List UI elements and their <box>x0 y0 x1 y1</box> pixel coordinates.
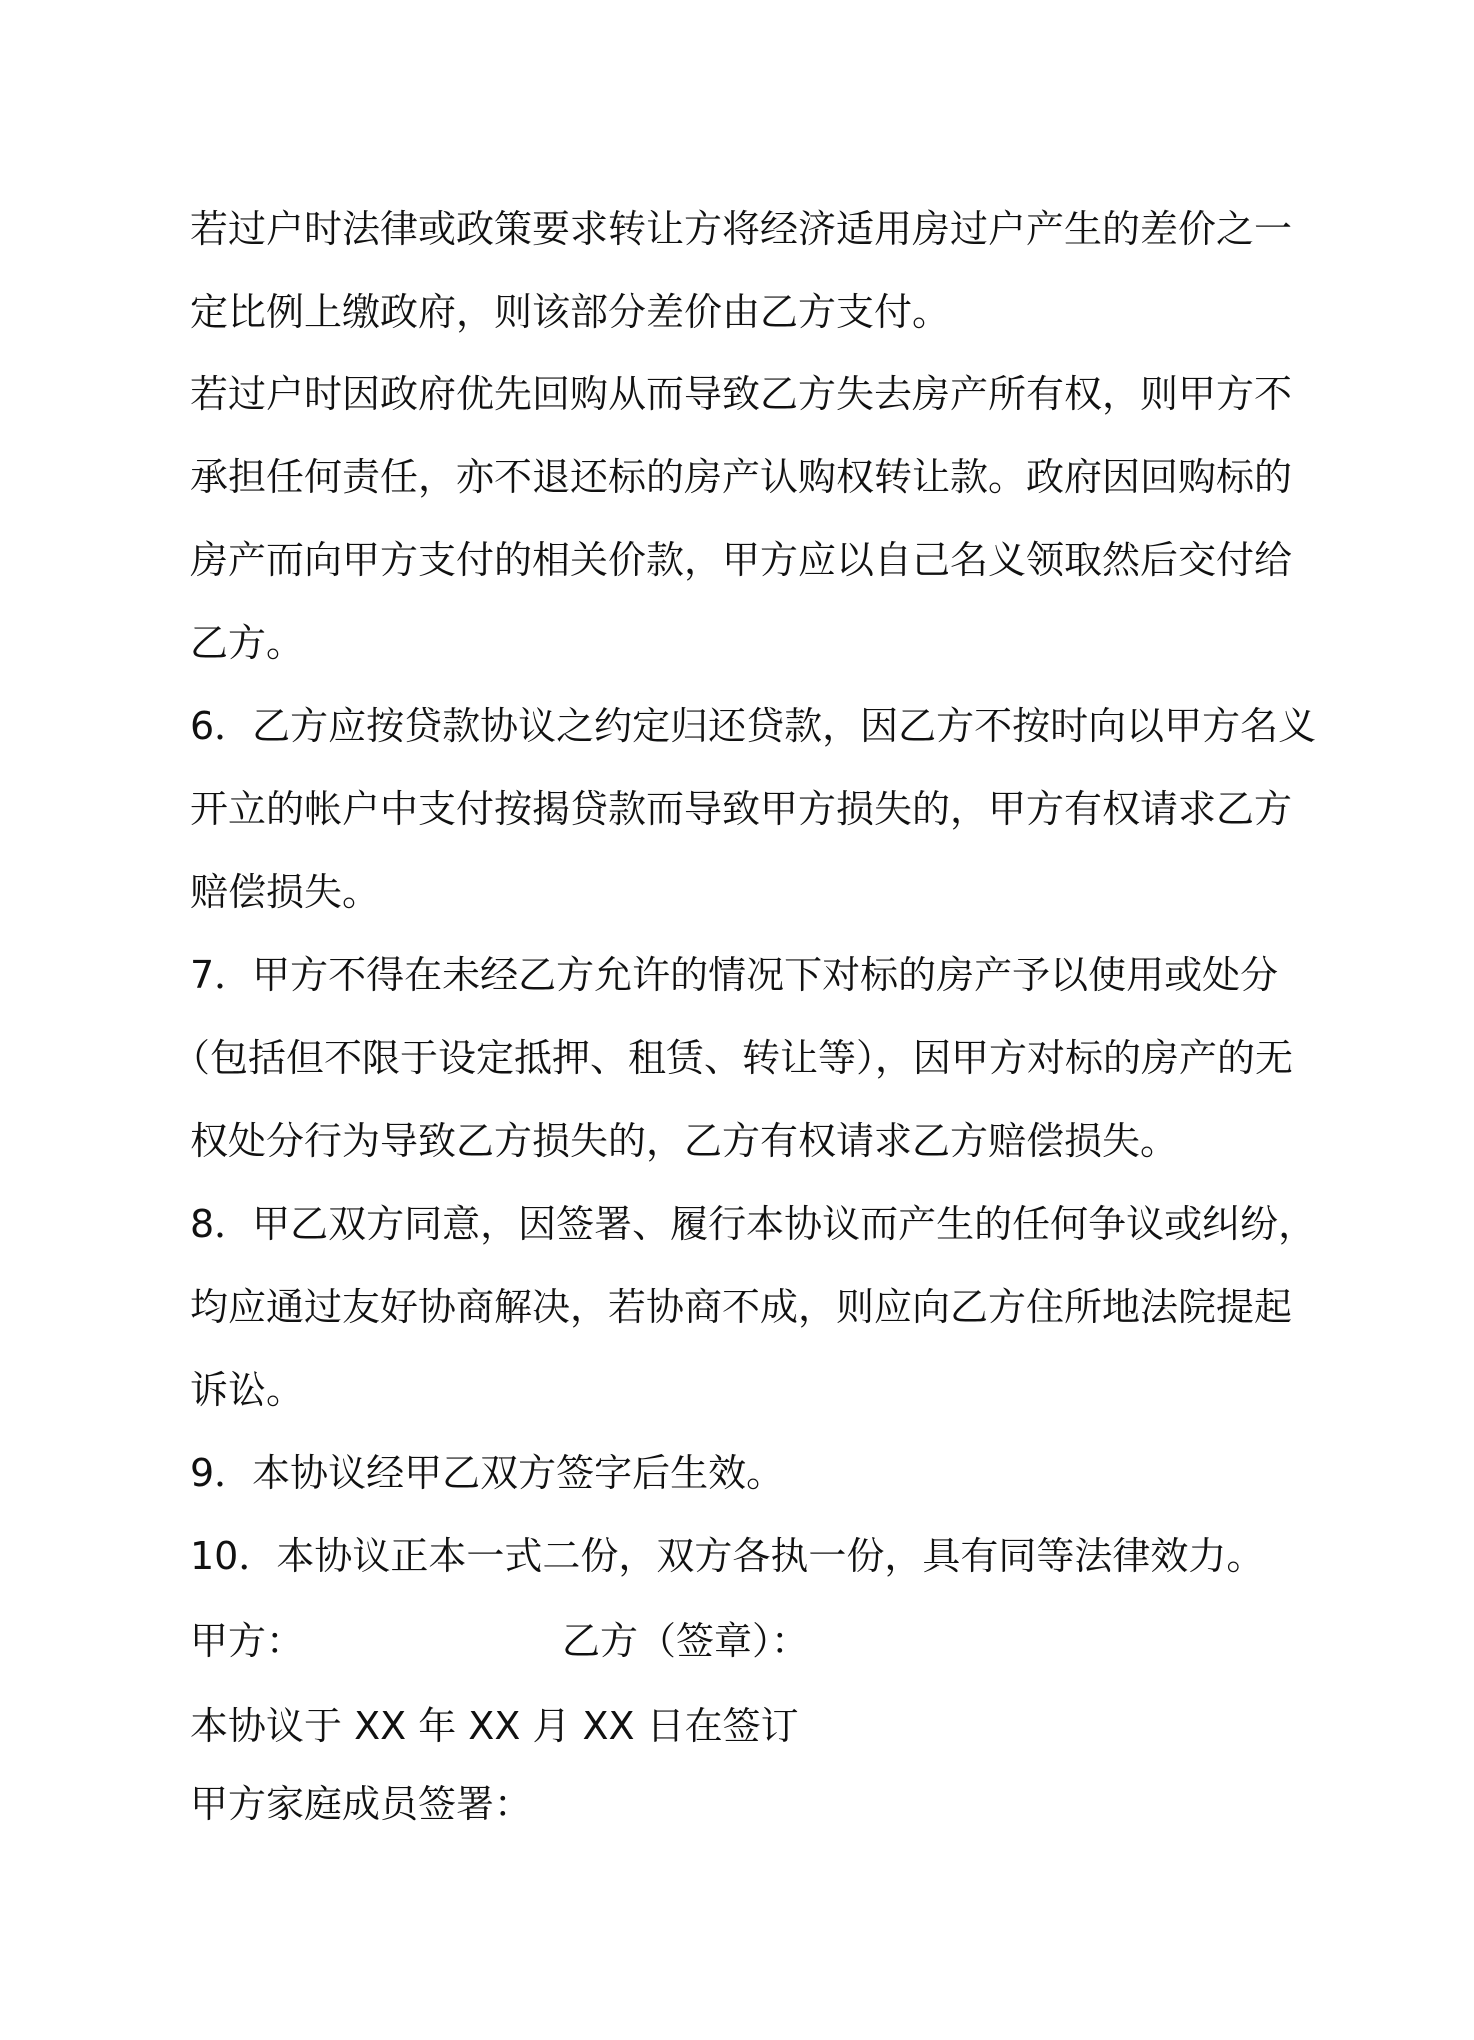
clause-6-line-2: 开立的帐户中支付按揭贷款而导致甲方损失的，甲方有权请求乙方 <box>190 787 1293 831</box>
clause-10-line-1: 10．本协议正本一式二份，双方各执一份，具有同等法律效力。 <box>190 1534 1265 1578</box>
family-members-signature-label: 甲方家庭成员签署： <box>190 1782 533 1826</box>
clause-6-line-3: 赔偿损失。 <box>190 870 381 914</box>
clause-6-line-1: 6．乙方应按贷款协议之约定归还贷款，因乙方不按时向以甲方名义 <box>190 704 1317 748</box>
clause-7-line-3: 权处分行为导致乙方损失的，乙方有权请求乙方赔偿损失。 <box>190 1119 1179 1163</box>
paragraph-1-line-2: 定比例上缴政府，则该部分差价由乙方支付。 <box>190 290 951 334</box>
clause-8-line-3: 诉讼。 <box>190 1368 305 1412</box>
clause-8-line-2: 均应通过友好协商解决，若协商不成，则应向乙方住所地法院提起 <box>190 1285 1293 1329</box>
clause-8-line-1: 8．甲乙双方同意，因签署、履行本协议而产生的任何争议或纠纷， <box>190 1202 1317 1246</box>
signed-date-line: 本协议于 XX 年 XX 月 XX 日在签订 <box>190 1704 799 1748</box>
paragraph-2-line-4: 乙方。 <box>190 621 305 665</box>
party-a-signature-label: 甲方： <box>190 1619 305 1663</box>
clause-7-line-2: （包括但不限于设定抵押、租赁、转让等），因甲方对标的房产的无 <box>172 1036 1294 1080</box>
party-b-signature-label: 乙方（签章）： <box>562 1619 810 1663</box>
paragraph-2-line-3: 房产而向甲方支付的相关价款，甲方应以自己名义领取然后交付给 <box>190 538 1293 582</box>
clause-7-line-1: 7．甲方不得在未经乙方允许的情况下对标的房产予以使用或处分 <box>190 953 1279 997</box>
paragraph-1-line-1: 若过户时法律或政策要求转让方将经济适用房过户产生的差价之一 <box>190 207 1293 251</box>
paragraph-2-line-1: 若过户时因政府优先回购从而导致乙方失去房产所有权，则甲方不 <box>190 372 1293 416</box>
clause-9-line-1: 9．本协议经甲乙双方签字后生效。 <box>190 1451 785 1495</box>
paragraph-2-line-2: 承担任何责任，亦不退还标的房产认购权转让款。政府因回购标的 <box>190 455 1293 499</box>
